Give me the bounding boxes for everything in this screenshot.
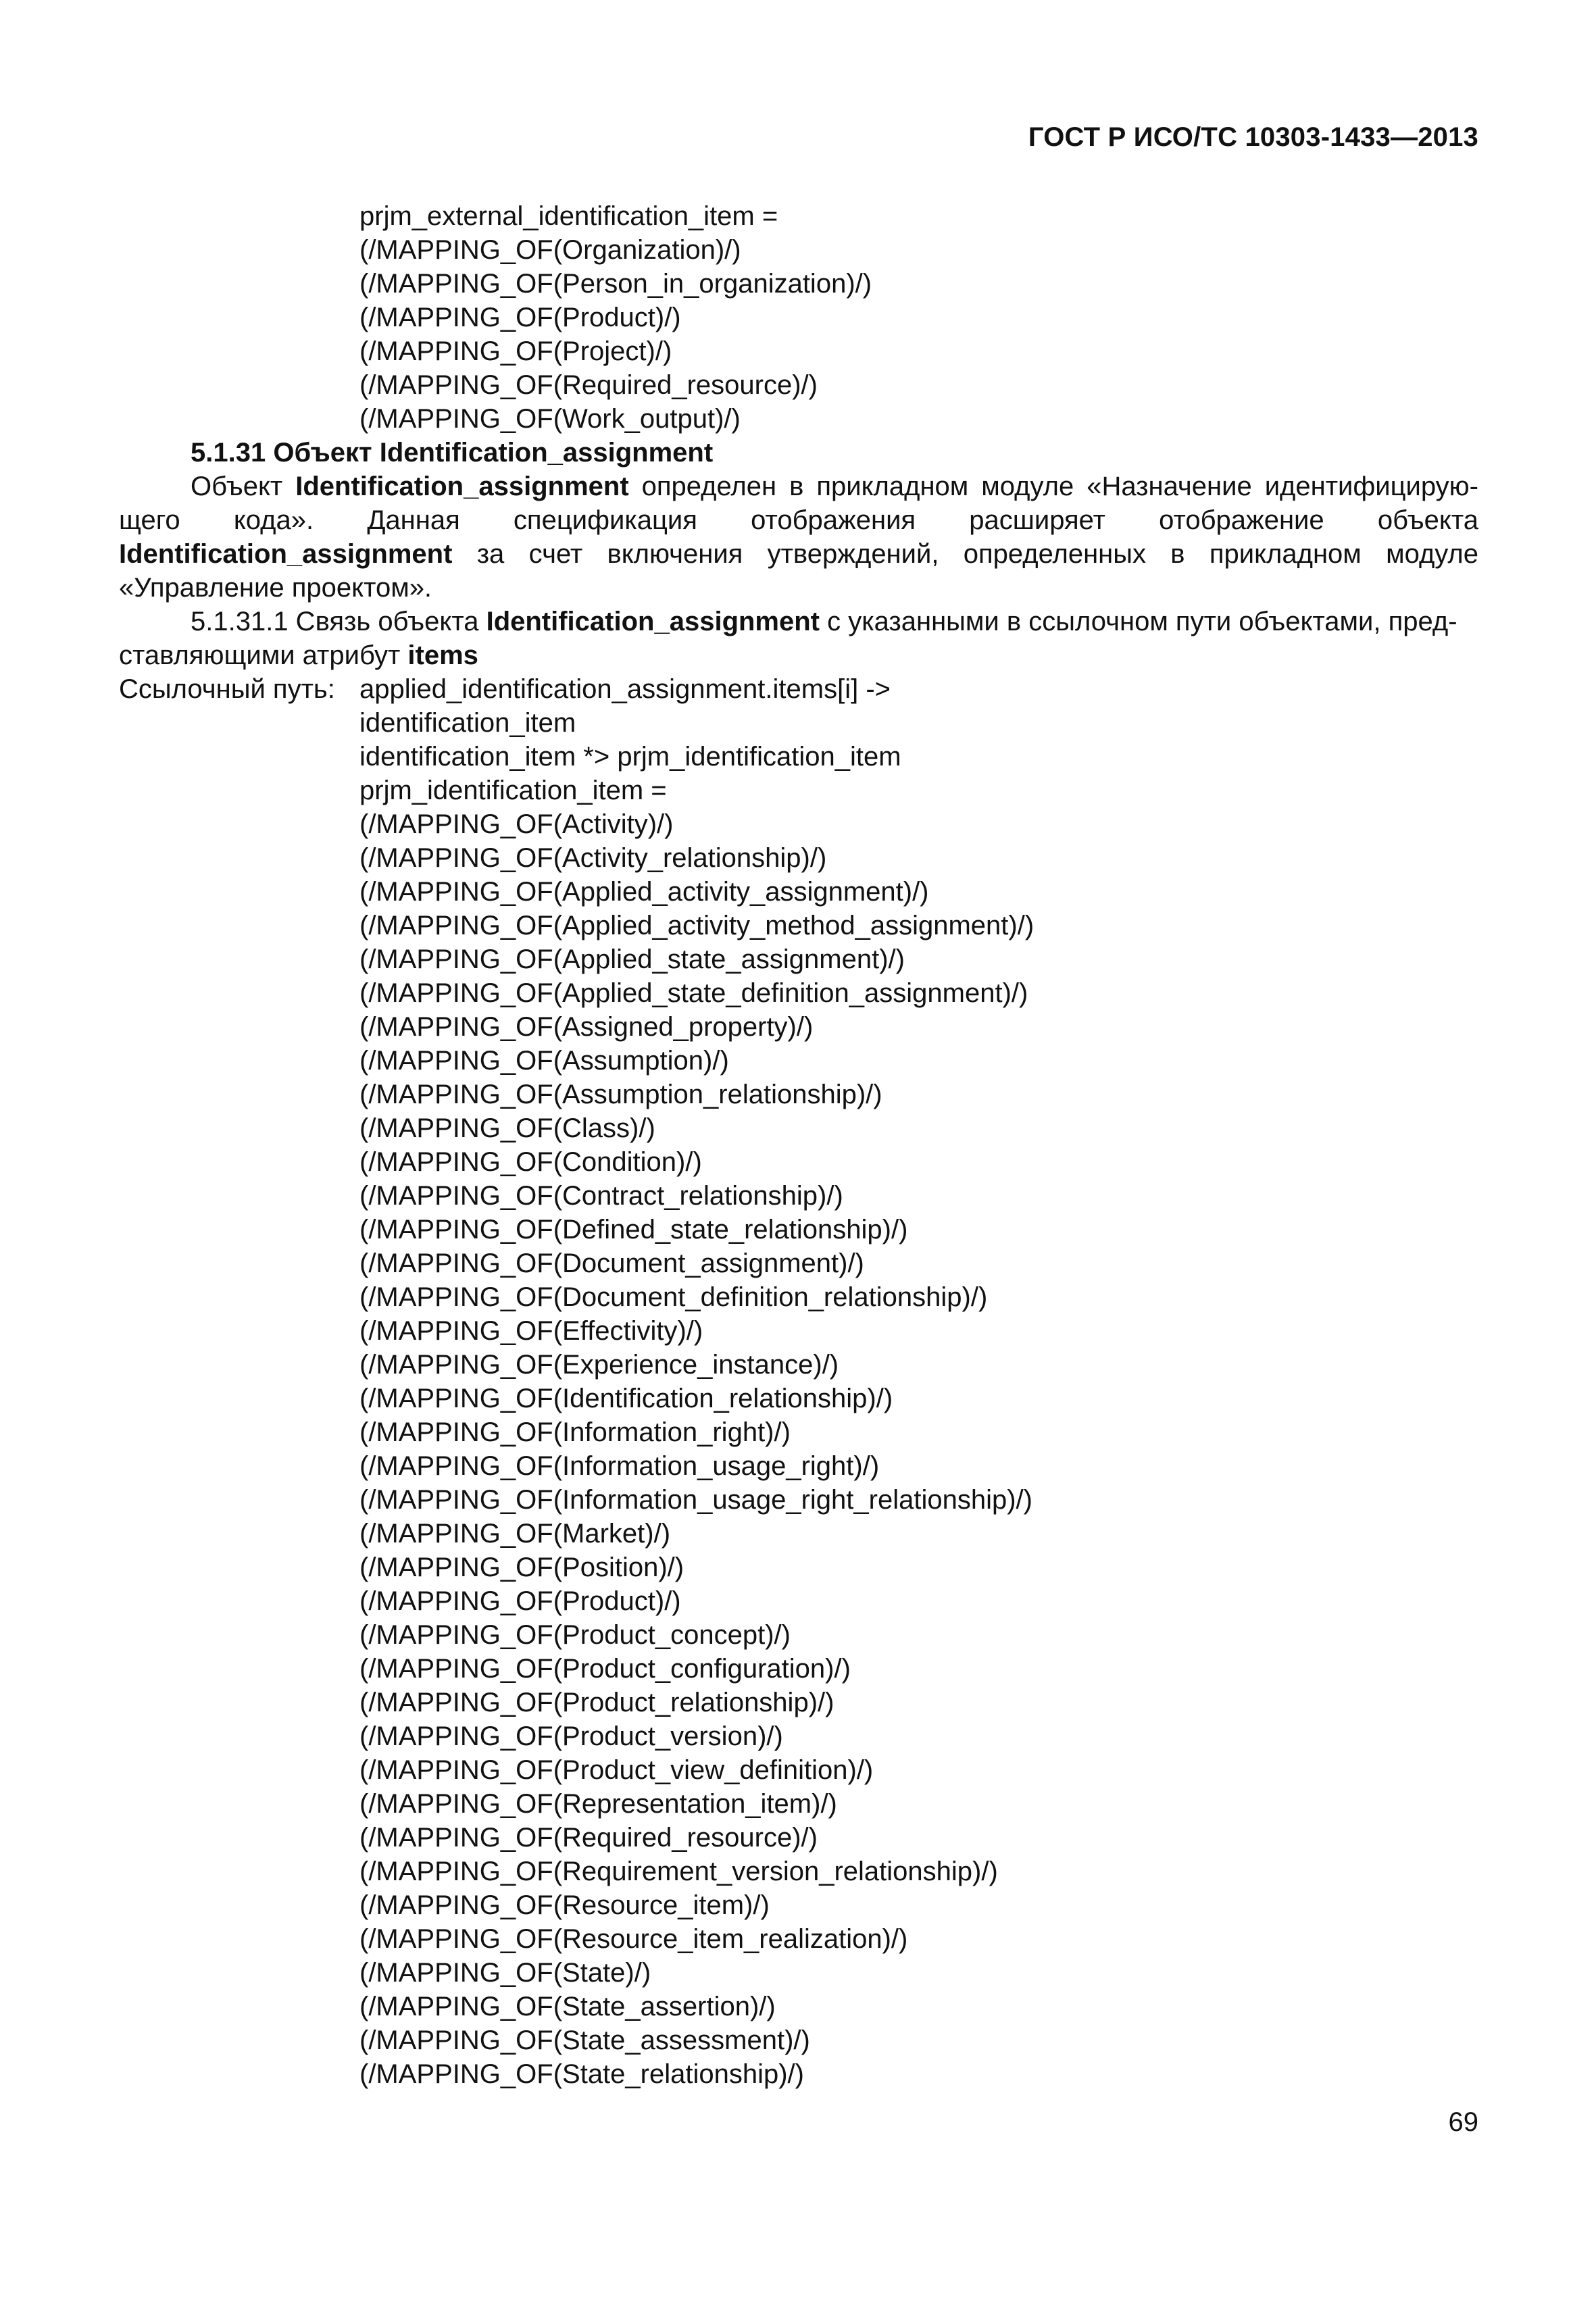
subsection-paragraph — [119, 605, 1478, 672]
mapping-line: (/MAPPING_OF(Requirement_version_relationship)/) — [359, 1857, 998, 1886]
mapping-line: (/MAPPING_OF(Market)/) — [359, 1519, 671, 1549]
paragraph-text: Объект — [191, 472, 296, 501]
mapping-line: (/MAPPING_OF(Experience_instance)/) — [359, 1350, 839, 1380]
attribute-name: items — [407, 640, 478, 670]
section-paragraph — [119, 470, 1478, 605]
mapping-line: (/MAPPING_OF(Person_in_organization)/) — [359, 269, 872, 299]
mapping-line: (/MAPPING_OF(Required_resource)/) — [359, 370, 818, 400]
mapping-line: (/MAPPING_OF(Assumption_relationship)/) — [359, 1080, 882, 1109]
mapping-line: (/MAPPING_OF(State)/) — [359, 1958, 651, 1988]
mapping-line: (/MAPPING_OF(Effectivity)/) — [359, 1316, 703, 1346]
entity-name: Identification_assignment — [486, 607, 820, 636]
reference-path-row — [119, 672, 1478, 706]
mapping-line: (/MAPPING_OF(Resource_item_realization)/) — [359, 1924, 908, 1954]
mapping-line: (/MAPPING_OF(Identification_relationship)/) — [359, 1384, 893, 1413]
mapping-line: (/MAPPING_OF(Applied_activity_method_assignment)/) — [359, 911, 1034, 940]
mapping-line: (/MAPPING_OF(Product_relationship)/) — [359, 1688, 834, 1717]
document-body — [119, 199, 1478, 2091]
mapping-line: (/MAPPING_OF(Required_resource)/) — [359, 1823, 818, 1853]
mapping-line: (/MAPPING_OF(Organization)/) — [359, 235, 741, 265]
mapping-line: identification_item — [359, 708, 576, 738]
mapping-line: (/MAPPING_OF(Position)/) — [359, 1553, 684, 1582]
mapping-line: (/MAPPING_OF(Representation_item)/) — [359, 1789, 837, 1819]
paragraph-text: 5.1.31.1 Связь объекта — [191, 607, 487, 636]
mapping-line: (/MAPPING_OF(Resource_item)/) — [359, 1890, 770, 1920]
mapping-line: (/MAPPING_OF(Product_configuration)/) — [359, 1654, 851, 1684]
mapping-line: (/MAPPING_OF(Product_version)/) — [359, 1721, 783, 1751]
mapping-line: identification_item *> prjm_identification_item — [359, 742, 901, 772]
mapping-line: (/MAPPING_OF(Class)/) — [359, 1113, 655, 1143]
paragraph-text: определен в прикладном модуле «Назначение идентифицирую-щего кода». Данная спецификация отображения расширяет отображение объекта — [119, 472, 1479, 535]
mapping-line: (/MAPPING_OF(Applied_activity_assignment)/) — [359, 877, 929, 907]
mapping-line: (/MAPPING_OF(Applied_state_definition_assignment)/) — [359, 978, 1028, 1008]
paragraph-text: с указанными в ссылочном пути объектами, пред-ставляющими атрибут — [119, 607, 1457, 670]
mapping-line: (/MAPPING_OF(Information_usage_right_relationship)/) — [359, 1485, 1032, 1515]
mapping-line: (/MAPPING_OF(Condition)/) — [359, 1147, 702, 1177]
mapping-line: (/MAPPING_OF(Defined_state_relationship)/) — [359, 1215, 908, 1244]
mapping-line: (/MAPPING_OF(Contract_relationship)/) — [359, 1181, 843, 1211]
mapping-block-reference — [119, 706, 1478, 2091]
mapping-line: (/MAPPING_OF(Activity)/) — [359, 809, 674, 839]
entity-name: Identification_assignment — [295, 472, 629, 501]
mapping-line: (/MAPPING_OF(Document_assignment)/) — [359, 1249, 864, 1278]
document-header: ГОСТ Р ИСО/ТС 10303-1433—2013 — [1028, 122, 1478, 152]
mapping-line: (/MAPPING_OF(Applied_state_assignment)/) — [359, 945, 905, 974]
mapping-line: prjm_external_identification_item = — [359, 201, 778, 231]
mapping-line: (/MAPPING_OF(Assigned_property)/) — [359, 1012, 814, 1042]
mapping-line: (/MAPPING_OF(Information_right)/) — [359, 1417, 791, 1447]
mapping-line: (/MAPPING_OF(Project)/) — [359, 336, 672, 366]
paragraph-text: за счет включения утверждений, определенных в прикладном модуле «Управление проектом». — [119, 539, 1478, 603]
mapping-line: (/MAPPING_OF(Product_concept)/) — [359, 1620, 791, 1650]
reference-path-label: Ссылочный путь: — [119, 674, 335, 704]
section-heading: 5.1.31 Объект Identification_assignment — [191, 438, 714, 468]
mapping-line: (/MAPPING_OF(State_assertion)/) — [359, 1992, 776, 2021]
entity-name: Identification_assignment — [119, 539, 453, 569]
page-number: 69 — [1448, 2107, 1478, 2137]
mapping-line: (/MAPPING_OF(Assumption)/) — [359, 1046, 729, 1076]
reference-path-first-line: applied_identification_assignment.items[i] -> — [359, 674, 891, 704]
mapping-line: (/MAPPING_OF(Product_view_definition)/) — [359, 1755, 874, 1785]
mapping-line: (/MAPPING_OF(Document_definition_relationship)/) — [359, 1282, 988, 1312]
mapping-line: (/MAPPING_OF(Activity_relationship)/) — [359, 843, 827, 873]
mapping-line: (/MAPPING_OF(Product)/) — [359, 1586, 681, 1616]
mapping-block-external — [119, 199, 1478, 436]
mapping-line: (/MAPPING_OF(State_assessment)/) — [359, 2026, 810, 2055]
mapping-line: (/MAPPING_OF(State_relationship)/) — [359, 2059, 804, 2089]
mapping-line: (/MAPPING_OF(Product)/) — [359, 303, 681, 332]
mapping-line: prjm_identification_item = — [359, 776, 667, 805]
mapping-line: (/MAPPING_OF(Information_usage_right)/) — [359, 1451, 880, 1481]
mapping-line: (/MAPPING_OF(Work_output)/) — [359, 404, 741, 434]
